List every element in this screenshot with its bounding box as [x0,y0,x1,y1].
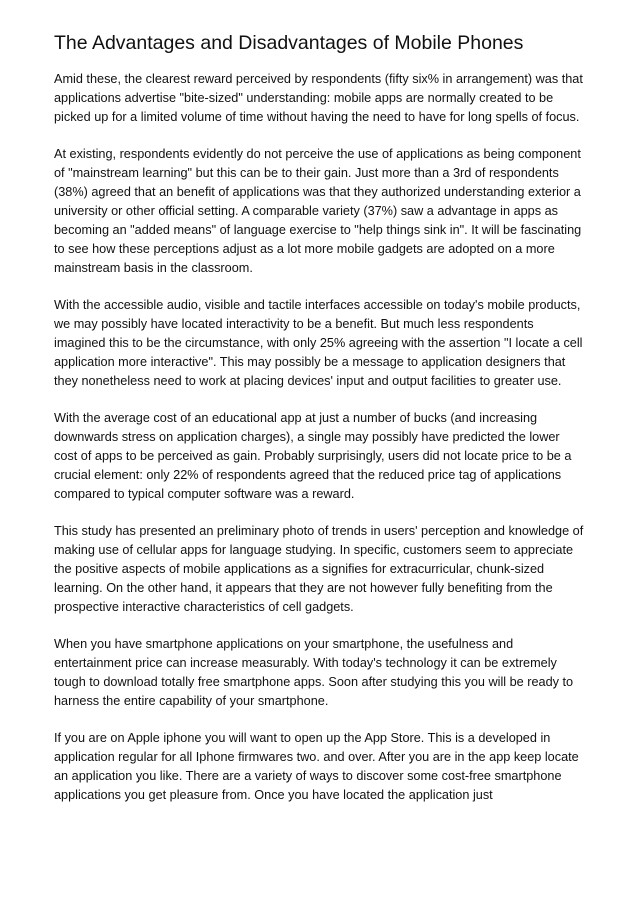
paragraph-6: When you have smartphone applications on your smartphone, the usefulness and entertainment price can increase measurably. With today's technology it can be extremely tough to download totally free smartphone apps. Soon after studying this you will be ready to harness the entire capability of your smartphone. [54,637,574,708]
paragraph-5: This study has presented an preliminary photo of trends in users' perception and knowledge of making use of cellular apps for language studying. In specific, customers seem to appreciate the positive aspects of mobile applications as a signifies for extracurricular, chunk-sized learning. On the other hand, it appears that they are not however fully benefiting from the prospective interactive characteristics of cell gadgets. [54,524,584,614]
paragraph-1: Amid these, the clearest reward perceived by respondents (fifty six% in arrangement) was that applications advertise "bite-sized" understanding: mobile apps are normally created to be picked up for a limited volume of time without having the need to have for long spells of focus. [54,72,583,124]
paragraph-2: At existing, respondents evidently do not perceive the use of applications as being component of "mainstream learning" but this can be to their gain. Just more than a 3rd of respondents (38%) agreed that an benefit of applications was that they authorized understanding exterior a university or other official setting. A comparable variety (37%) saw a advantage in apps as becoming an "added means" of language exercise to "help things sink in". It will be fascinating to see how these perceptions adjust as a lot more mobile gadgets are adopted on a more mainstream basis in the classroom. [54,147,582,275]
paragraph-3: With the accessible audio, visible and tactile interfaces accessible on today's mobile products, we may possibly have located interactivity to be a benefit. But much less respondents imagined this to be the circumstance, with only 25% agreeing with the assertion "I locate a cell application more interactive". This may possibly be a message to application designers that they nonetheless need to work at placing devices' input and output facilities to greater use. [54,298,583,388]
document-page [54,30,586,823]
page-title: The Advantages and Disadvantages of Mobile Phones [54,32,524,54]
paragraph-4: With the average cost of an educational app at just a number of bucks (and increasing downwards stress on application charges), a single may possibly have predicted the lower cost of apps to be perceived as gain. Probably surprisingly, users did not locate price to be a crucial element: only 22% of respondents agreed that the reduced price tag of applications compared to typical computer software was a reward. [54,411,572,501]
paragraph-7: If you are on Apple iphone you will want to open up the App Store. This is a developed in application regular for all Iphone firmwares two. and over. After you are in the app keep locate an application you like. There are a variety of ways to discover some cost-free smartphone applications you get pleasure from. Once you have located the application just [54,731,579,802]
